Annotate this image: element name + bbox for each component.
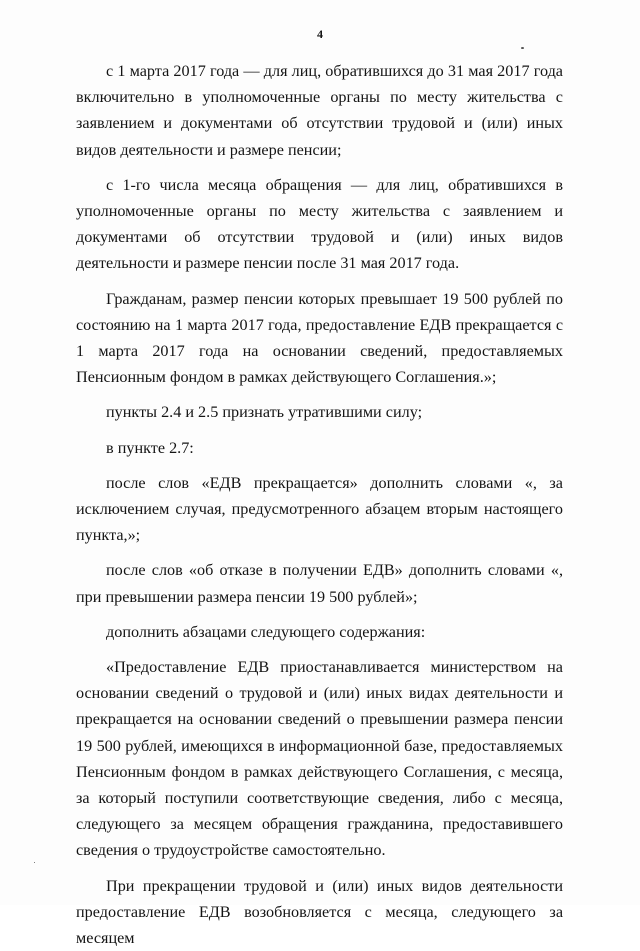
paragraph: пункты 2.4 и 2.5 признать утратившими силу; [106, 403, 423, 422]
paragraph: с 1 марта 2017 года — для лиц, обратившихся до 31 мая 2017 года включительно в уполномоченные органы по месту жительства с заявлением и документами об отсутствии трудовой и (или) иных видов деятельности и размере пенсии; [76, 62, 563, 159]
paragraph: Гражданам, размер пенсии которых превышает 19 500 рублей по состоянию на 1 марта 2017 года, предоставление ЕДВ прекращается с 1 марта 2017 года на основании сведений, предоставляемых Пенсионным фондом в рамках действующего Соглашения.»; [76, 289, 563, 387]
paragraph: дополнить абзацами следующего содержания: [106, 622, 426, 641]
paragraph: с 1-го числа месяца обращения — для лиц, обратившихся в уполномоченные органы по месту жительства с заявлением и документами об отсутствии трудовой и (или) иных видов деятельности и размере пенсии после 31 мая 2017 года. [76, 175, 563, 273]
paragraph: после слов «об отказе в получении ЕДВ» дополнить словами «, при превышении размера пенсии 19 500 рублей»; [76, 561, 563, 606]
scan-speck [521, 47, 524, 49]
paragraph: При прекращении трудовой и (или) иных видов деятельности предоставление ЕДВ возобновляется с месяца, следующего за месяцем [76, 876, 563, 948]
paragraph: «Предоставление ЕДВ приостанавливается министерством на основании сведений о трудовой и (или) иных видах деятельности и прекращается на основании сведений о превышении размера пенсии 19 500 рублей, имеющихся в информационной базе, предоставляемых Пенсионным фондом в рамках действующего Соглашения, с месяца, за который поступили соответствующие сведения, либо с месяца, следующего за месяцем обращения гражданина, предоставившего сведения о трудоустройстве самостоятельно. [76, 658, 563, 860]
document-body [76, 58, 563, 951]
paragraph: в пункте 2.7: [106, 438, 194, 457]
page-number: 4 [317, 27, 323, 41]
scan-speck [34, 862, 35, 863]
paragraph: после слов «ЕДВ прекращается» дополнить словами «, за исключением случая, предусмотренного абзацем вторым настоящего пункта,»; [76, 473, 563, 545]
